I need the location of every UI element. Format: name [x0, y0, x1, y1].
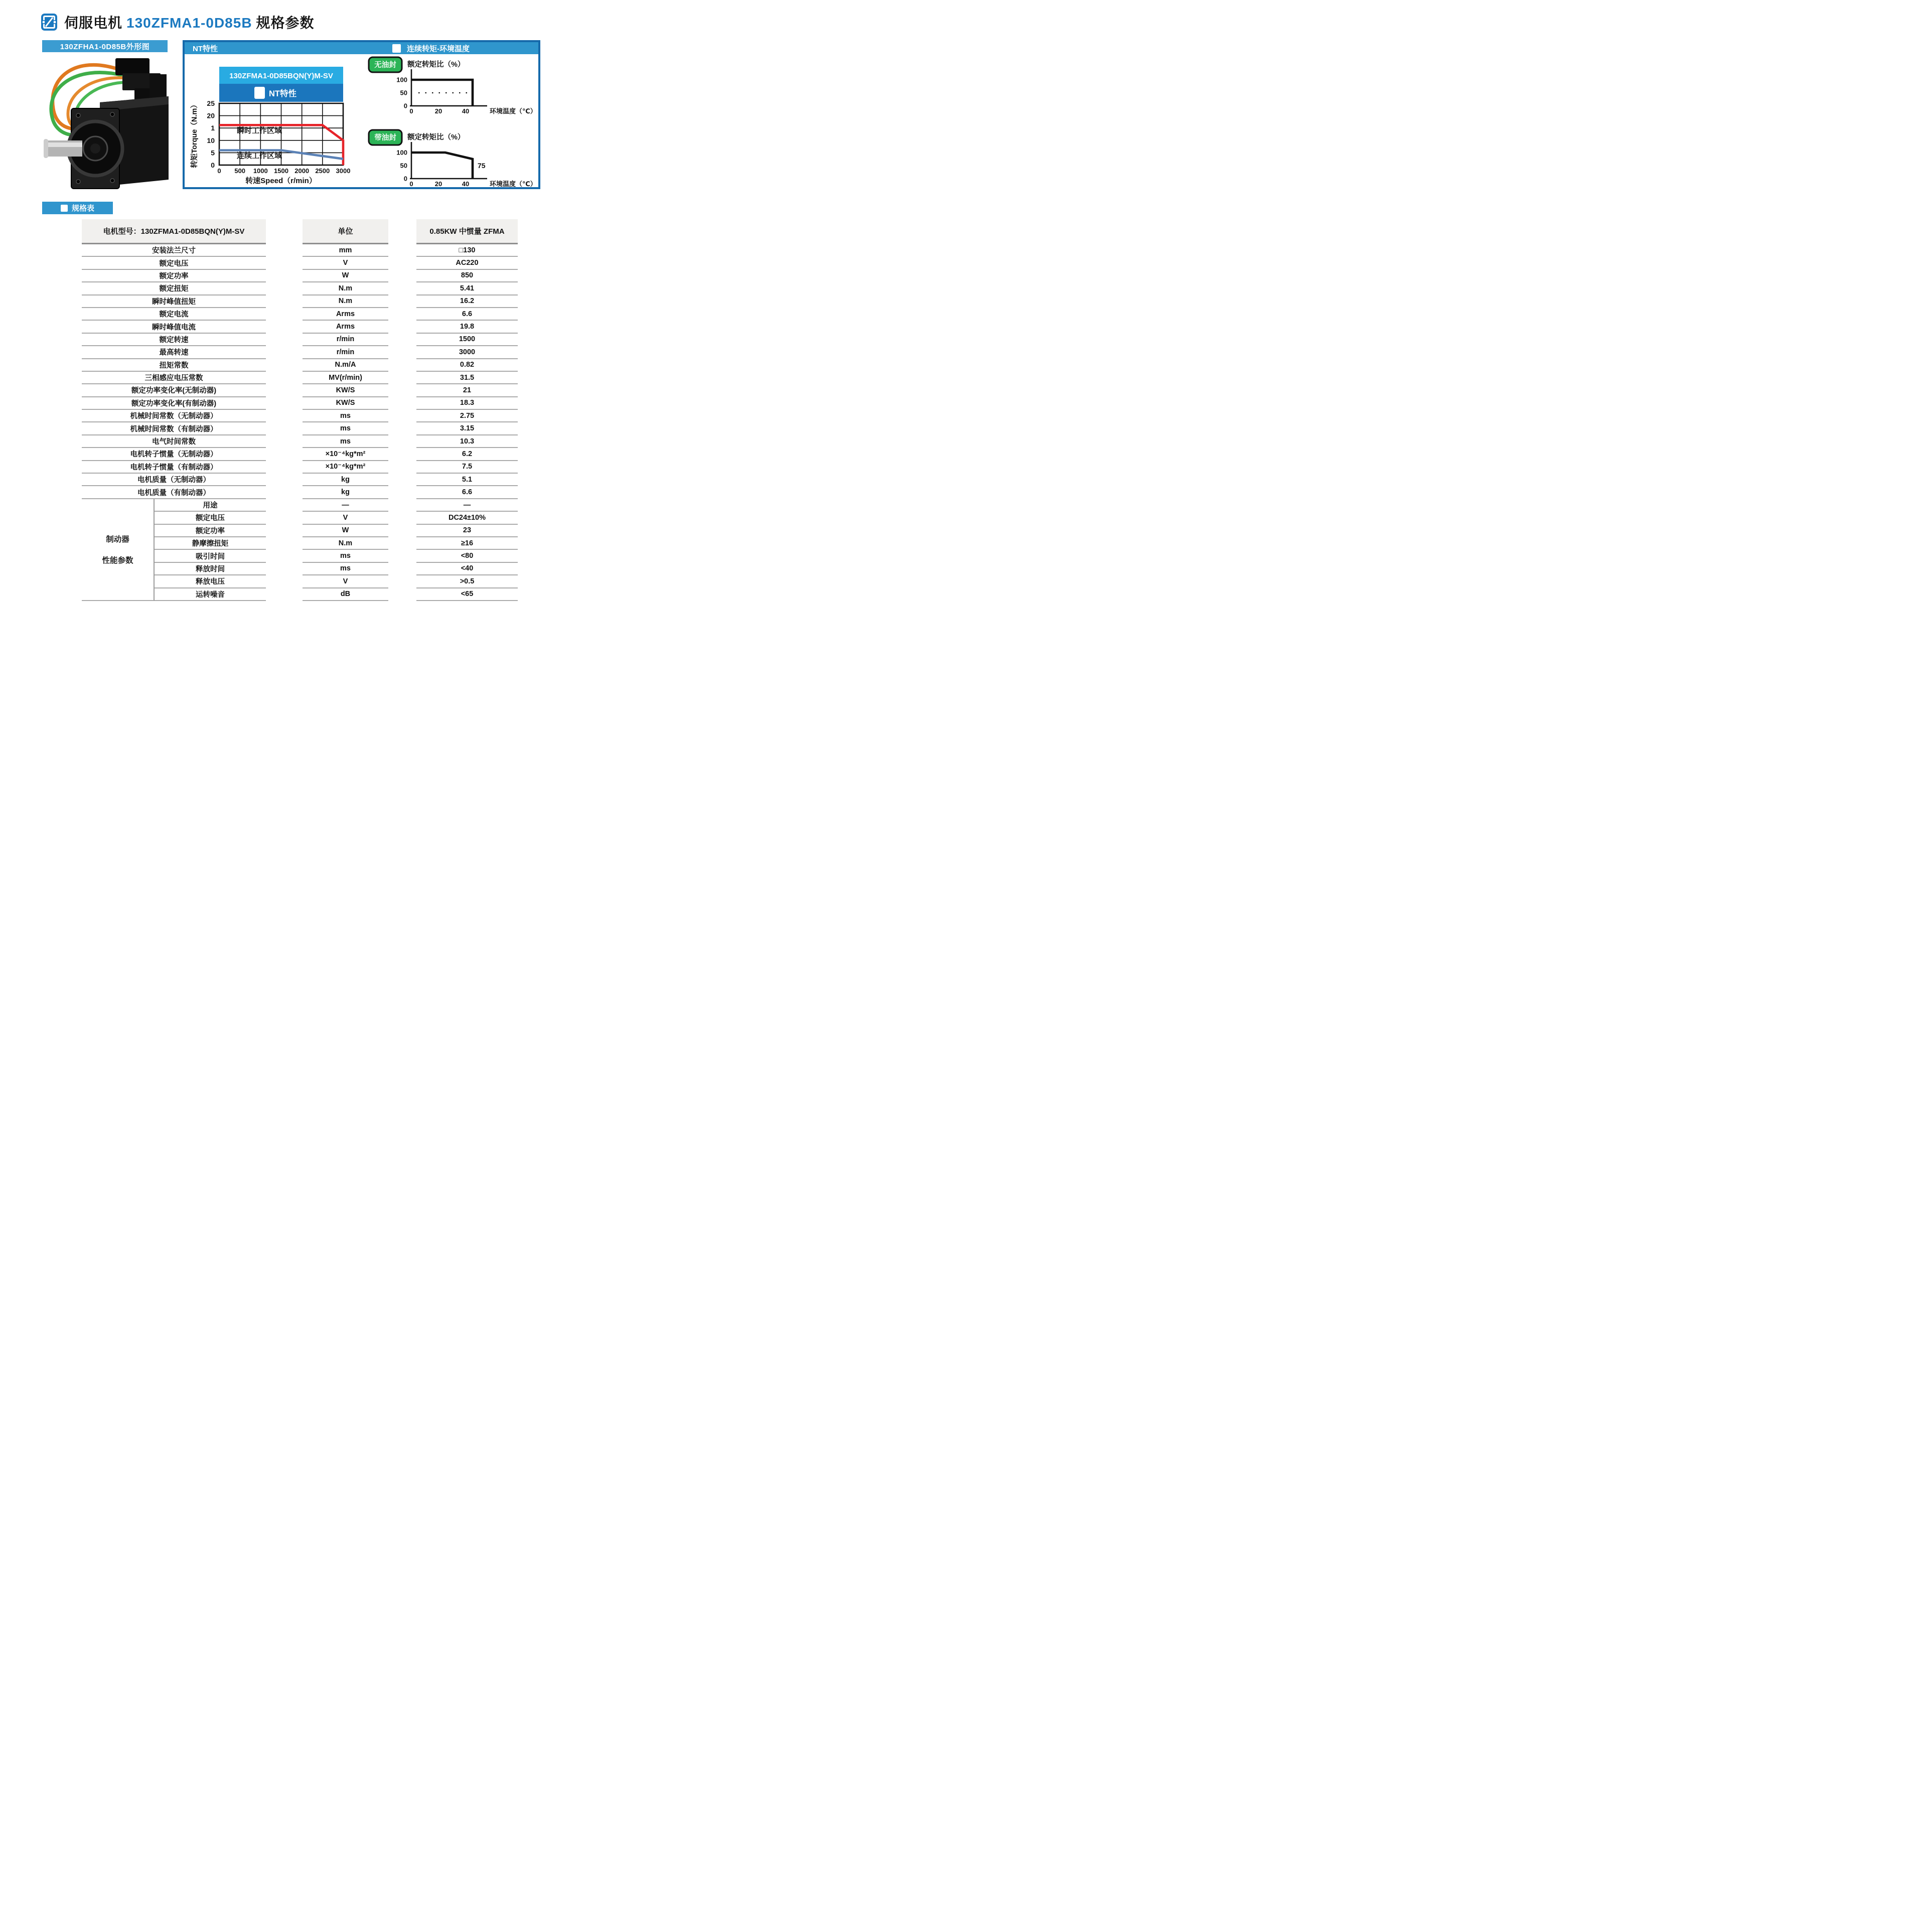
spec-row-label: 电机质量（有制动器）: [82, 486, 266, 499]
nt-region-instantaneous-label: 瞬时工作区域: [237, 126, 282, 135]
brand-logo-icon: [40, 13, 58, 31]
brake-row-label: 用途: [155, 499, 266, 512]
nt-xtick: 0: [217, 167, 221, 175]
white-square-icon: [392, 44, 401, 53]
nt-xtick: 2500: [315, 167, 330, 175]
badge-no-oil-seal: 无油封: [374, 61, 396, 69]
spec-row-label: 机械时间常数（无制动器）: [82, 410, 266, 422]
brake-group-label: [82, 499, 155, 601]
spec-row-value: 850: [416, 270, 518, 282]
spec-row-unit: N.m/A: [303, 359, 388, 372]
spec-table-value-header: 0.85KW 中惯量 ZFMA: [416, 219, 518, 244]
spec-row-value: 3000: [416, 346, 518, 359]
brake-row-value: 23: [416, 525, 518, 537]
spec-unit-rows: [303, 244, 388, 499]
brake-section: [82, 499, 266, 601]
nt-chart-subtitle: NT特性: [269, 89, 296, 98]
spec-row-label: 额定功率变化率(无制动器): [82, 384, 266, 397]
brake-row-value: >0.5: [416, 575, 518, 588]
spec-row-unit: KW/S: [303, 397, 388, 410]
spec-row-label: 最高转速: [82, 346, 266, 359]
spec-row-label: 安装法兰尺寸: [82, 244, 266, 257]
chart-b-xtick: 20: [434, 180, 442, 187]
spec-row-value: 3.15: [416, 422, 518, 435]
charts-canvas: [185, 54, 538, 187]
temp-panel-title: 连续转矩-环境温度: [407, 44, 470, 53]
nt-xtick: 3000: [336, 167, 351, 175]
brake-row-unit: W: [303, 525, 388, 537]
brake-row-unit: V: [303, 512, 388, 524]
spec-row-unit: N.m: [303, 295, 388, 308]
brake-row-value: —: [416, 499, 518, 512]
spec-row-value: 7.5: [416, 461, 518, 474]
brake-row-label: 释放时间: [155, 563, 266, 575]
nt-xtick: 2000: [294, 167, 310, 175]
spec-row-value: 1500: [416, 334, 518, 346]
brake-row-value: <80: [416, 550, 518, 562]
brake-row-label: 额定电压: [155, 512, 266, 524]
chart-b-xtick: 40: [462, 180, 470, 187]
motor-illustration: [42, 52, 173, 194]
nt-xtick: 1500: [274, 167, 288, 175]
brake-group-line1: 制动器: [106, 535, 129, 544]
spec-row-value: AC220: [416, 257, 518, 269]
brake-row-value: DC24±10%: [416, 512, 518, 524]
spec-row-unit: ms: [303, 410, 388, 422]
nt-panel-title: NT特性: [193, 44, 218, 53]
spec-row-label: 额定扭矩: [82, 282, 266, 295]
spec-row-label: 电机质量（无制动器）: [82, 474, 266, 486]
spec-row-value: 5.1: [416, 474, 518, 486]
brake-row-unit: —: [303, 499, 388, 512]
brake-row-label: 额定功率: [155, 525, 266, 537]
nt-panel-header: [185, 42, 538, 54]
spec-row-label: 额定电压: [82, 257, 266, 269]
spec-row-unit: kg: [303, 486, 388, 499]
brake-row-unit: N.m: [303, 537, 388, 550]
spec-row-label: 额定电流: [82, 308, 266, 321]
chart-a-xtick: 0: [409, 107, 413, 115]
nt-panel: [183, 40, 540, 189]
nt-panel-content: [185, 54, 538, 187]
spec-row-unit: r/min: [303, 346, 388, 359]
spec-row-unit: Arms: [303, 308, 388, 321]
spec-row-label: 机械时间常数（有制动器）: [82, 422, 266, 435]
spec-row-label: 三相感应电压常数: [82, 372, 266, 384]
brake-row-value: <65: [416, 588, 518, 601]
spec-row-label: 扭矩常数: [82, 359, 266, 372]
motor-outline-banner: [42, 40, 168, 52]
nt-ylabel: 转矩Torque（N.m）: [191, 101, 199, 168]
temp-panel-title-group: [392, 42, 470, 54]
spec-table-value-column: [416, 219, 518, 601]
spec-row-unit: W: [303, 270, 388, 282]
spec-row-unit: ms: [303, 435, 388, 448]
brake-row-label: 静摩擦扭矩: [155, 537, 266, 550]
nt-xtick: 500: [234, 167, 246, 175]
nt-ytick: 1: [211, 124, 215, 132]
chart-a-title: 额定转矩比（%）: [407, 61, 465, 69]
spec-row-value: 6.2: [416, 448, 518, 461]
brake-row-unit: ms: [303, 563, 388, 575]
title-suffix: 规格参数: [256, 15, 315, 31]
chart-a-xtick: 20: [434, 107, 442, 115]
spec-table-label-column: [82, 219, 266, 601]
spec-row-label: 额定转速: [82, 334, 266, 346]
spec-row-value: 6.6: [416, 308, 518, 321]
nt-xtick: 1000: [253, 167, 268, 175]
spec-row-value: 2.75: [416, 410, 518, 422]
spec-row-unit: ms: [303, 422, 388, 435]
spec-section-badge: [42, 202, 113, 214]
chart-b-ytick: 0: [403, 175, 407, 183]
page-header: [40, 12, 315, 32]
brake-unit-rows: [303, 499, 388, 601]
spec-row-unit: KW/S: [303, 384, 388, 397]
chart-a-ytick: 50: [400, 89, 407, 97]
spec-row-unit: N.m: [303, 282, 388, 295]
chart-b-ytick: 50: [400, 162, 407, 170]
brake-label-rows: [155, 499, 266, 601]
spec-row-unit: V: [303, 257, 388, 269]
spec-row-unit: ×10⁻⁴kg*m²: [303, 448, 388, 461]
spec-row-label: 瞬时峰值扭矩: [82, 295, 266, 308]
brake-row-value: ≥16: [416, 537, 518, 550]
nt-region-continuous-label: 连续工作区域: [237, 152, 282, 160]
spec-row-unit: Arms: [303, 321, 388, 333]
chart-a-xtick: 40: [462, 107, 470, 115]
brake-row-unit: dB: [303, 588, 388, 601]
brake-row-label: 释放电压: [155, 575, 266, 588]
spec-value-rows: [416, 244, 518, 499]
spec-table-model-header: 电机型号：130ZFMA1-0D85BQN(Y)M-SV: [82, 219, 266, 244]
motor-photo: [42, 52, 173, 194]
brake-row-label: 吸引时间: [155, 550, 266, 562]
spec-row-label: 额定功率: [82, 270, 266, 282]
brake-value-rows: [416, 499, 518, 601]
page-title: [64, 12, 315, 32]
chart-b-annotation: 75: [478, 162, 486, 170]
spec-row-value: 5.41: [416, 282, 518, 295]
spec-row-unit: r/min: [303, 334, 388, 346]
spec-row-label: 电机转子惯量（有制动器）: [82, 461, 266, 474]
title-prefix: 伺服电机: [64, 15, 123, 31]
spec-row-unit: MV(r/min): [303, 372, 388, 384]
spec-row-value: 31.5: [416, 372, 518, 384]
brake-group-line2: 性能参数: [102, 556, 133, 565]
nt-ytick: 0: [211, 161, 215, 169]
spec-row-label: 额定功率变化率(有制动器): [82, 397, 266, 410]
chart-a-xlabel: 环境温度（℃）: [490, 107, 537, 115]
chart-b-xtick: 0: [409, 180, 413, 187]
spec-row-label: 瞬时峰值电流: [82, 321, 266, 333]
spec-row-label: 电气时间常数: [82, 435, 266, 448]
spec-row-value: □130: [416, 244, 518, 257]
brake-row-unit: V: [303, 575, 388, 588]
nt-ytick: 20: [207, 111, 215, 120]
chart-b-title: 额定转矩比（%）: [407, 133, 465, 141]
nt-ytick: 25: [207, 99, 215, 107]
chart-b-xlabel: 环境温度（℃）: [490, 180, 537, 187]
motor-outline-banner-label: 130ZFHA1-0D85B外形图: [60, 42, 150, 51]
spec-row-unit: kg: [303, 474, 388, 486]
brake-row-unit: ms: [303, 550, 388, 562]
nt-xlabel: 转速Speed（r/min）: [245, 177, 317, 185]
spec-label-rows: [82, 244, 266, 499]
spec-row-value: 6.6: [416, 486, 518, 499]
nt-ytick: 5: [211, 149, 215, 157]
chart-a-ytick: 100: [396, 76, 407, 84]
spec-row-value: 0.82: [416, 359, 518, 372]
spec-row-unit: mm: [303, 244, 388, 257]
spec-row-value: 19.8: [416, 321, 518, 333]
title-model: 130ZFMA1-0D85B: [126, 15, 252, 31]
spec-row-value: 21: [416, 384, 518, 397]
white-square-icon: [61, 205, 68, 212]
spec-row-value: 16.2: [416, 295, 518, 308]
nt-ytick: 10: [207, 136, 215, 144]
badge-with-oil-seal: 带油封: [374, 134, 396, 142]
chart-a-ytick: 0: [403, 102, 407, 110]
spec-row-value: 10.3: [416, 435, 518, 448]
spec-row-value: 18.3: [416, 397, 518, 410]
chart-b-ytick: 100: [396, 149, 407, 157]
spec-table-unit-header: 单位: [303, 219, 388, 244]
spec-section-label: 规格表: [71, 204, 94, 213]
spec-row-unit: ×10⁻⁴kg*m²: [303, 461, 388, 474]
nt-chart-model-title: 130ZFMA1-0D85BQN(Y)M-SV: [229, 72, 333, 80]
brake-row-value: <40: [416, 563, 518, 575]
spec-table-unit-column: [303, 219, 388, 601]
brake-row-label: 运转噪音: [155, 588, 266, 601]
spec-row-label: 电机转子惯量（无制动器）: [82, 448, 266, 461]
